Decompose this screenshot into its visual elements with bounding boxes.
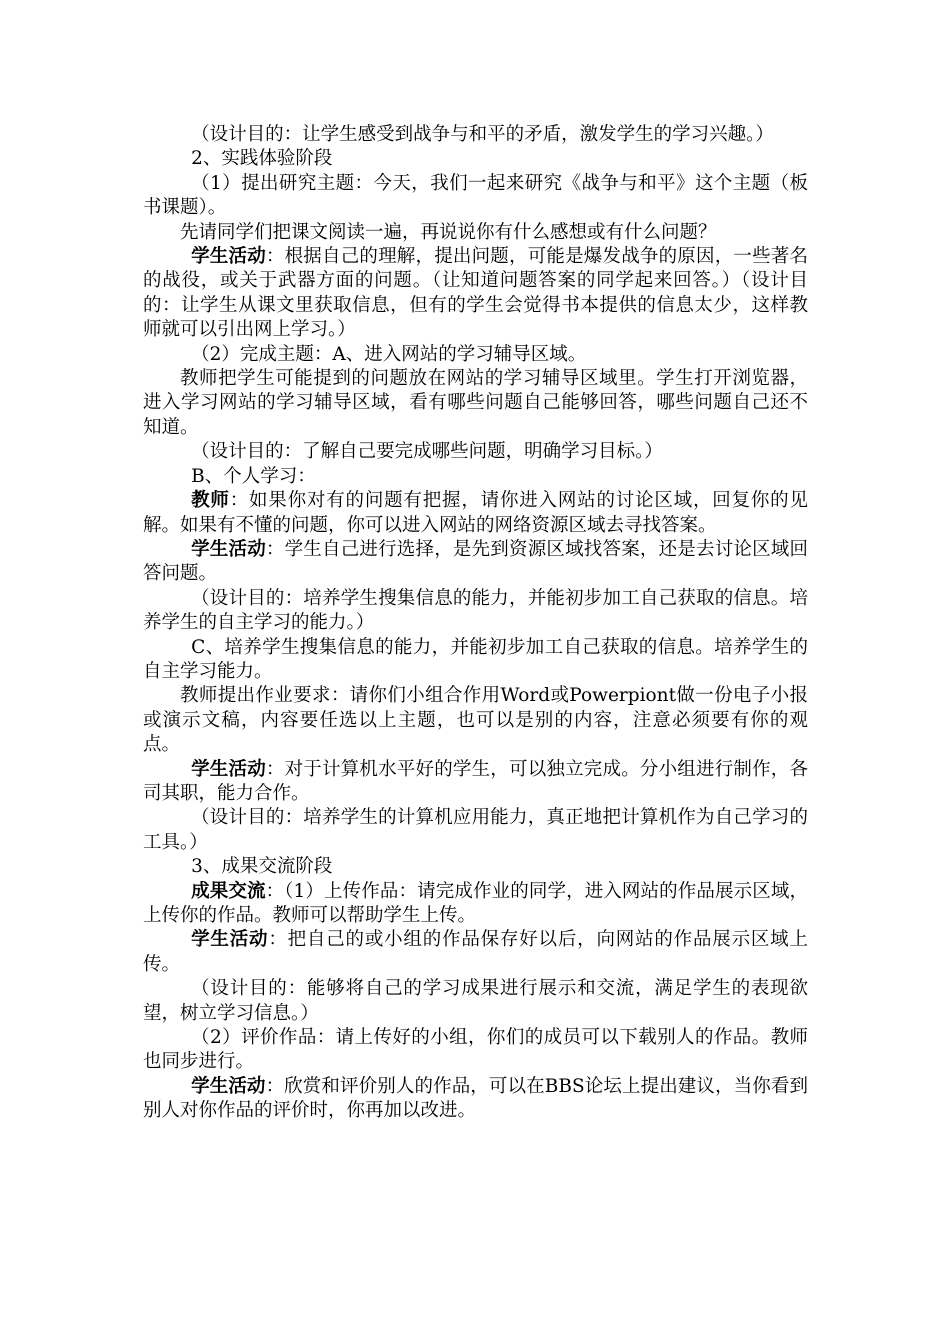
bold-lead: 成果交流 [191, 880, 266, 902]
paragraph-22 [143, 1075, 808, 1124]
paragraph-7 [143, 367, 808, 440]
paragraph-16 [143, 806, 808, 855]
paragraph-text: ：根据自己的理解，提出问题，可能是爆发战争的原因，一些著名的战役，或关于武器方面的问题。（让知道问题答案的同学起来回答。）（设计目的：让学生从课文里获取信息，但有的学生会觉得书本提供的信息太少，这样教师就可以引出网上学习。） [143, 246, 808, 341]
paragraph-15 [143, 758, 808, 807]
paragraph-13 [143, 636, 808, 685]
paragraph-9 [143, 465, 808, 489]
paragraph-text: （设计目的：了解自己要完成哪些问题，明确学习目标。） [191, 441, 663, 463]
paragraph-text: C、培养学生搜集信息的能力，并能初步加工自己获取的信息。培养学生的自主学习能力。 [143, 636, 808, 682]
paragraph-4 [143, 221, 808, 245]
paragraph-text: （2）评价作品：请上传好的小组，你们的成员可以下载别人的作品。教师也同步进行。 [143, 1027, 808, 1073]
paragraph-text: 先请同学们把课文阅读一遍，再说说你有什么感想或有什么问题？ [180, 221, 717, 243]
paragraph-text: ：如果你对有的问题有把握，请你进入网站的讨论区域，回复你的见解。如果有不懂的问题，你可以进入网站的网络资源区域去寻找答案。 [143, 490, 808, 536]
bold-lead: 学生活动 [191, 246, 266, 268]
document-page [143, 123, 808, 1124]
bold-lead: 学生活动 [191, 758, 266, 780]
paragraph-text: ：学生自己进行选择，是先到资源区域找答案，还是去讨论区域回答问题。 [143, 538, 808, 585]
paragraph-text: （设计目的：培养学生的计算机应用能力，真正地把计算机作为自己学习的工具。） [143, 807, 808, 853]
paragraph-text: 教师把学生可能提到的问题放在网站的学习辅导区域里。学生打开浏览器，进入学习网站的学习辅导区域，看有哪些问题自己能够回答，哪些问题自己还不知道。 [143, 368, 808, 438]
bold-lead: 学生活动 [191, 1075, 266, 1097]
paragraph-12 [143, 587, 808, 636]
paragraph-3 [143, 172, 808, 221]
paragraph-17 [143, 855, 808, 879]
bold-lead: 教师 [191, 490, 230, 512]
paragraph-text: （1）提出研究主题：今天，我们一起来研究《战争与和平》这个主题（板书课题）。 [143, 172, 808, 219]
paragraph-14 [143, 684, 808, 757]
paragraph-text: （设计目的：能够将自己的学习成果进行展示和交流，满足学生的表现欲望，树立学习信息。） [143, 978, 808, 1024]
paragraph-text: （2）完成主题：A、进入网站的学习辅导区域。 [191, 343, 587, 365]
paragraph-text: ：把自己的或小组的作品保存好以后，向网站的作品展示区域上传。 [143, 929, 808, 975]
paragraph-text: ：欣赏和评价别人的作品，可以在BBS论坛上提出建议，当你看到别人对你作品的评价时，你再加以改进。 [143, 1075, 808, 1122]
paragraph-text: ：对于计算机水平好的学生，可以独立完成。分小组进行制作，各司其职，能力合作。 [143, 758, 808, 804]
paragraph-text: （设计目的：培养学生搜集信息的能力，并能初步加工自己获取的信息。培养学生的自主学习的能力。） [143, 587, 808, 634]
paragraph-5 [143, 245, 808, 343]
section-heading: 2、实践体验阶段 [191, 148, 333, 170]
paragraph-text: B、个人学习： [191, 465, 316, 487]
paragraph-18 [143, 880, 808, 929]
paragraph-11 [143, 538, 808, 587]
paragraph-21 [143, 1026, 808, 1075]
bold-lead: 学生活动 [191, 929, 269, 951]
paragraph-1 [143, 123, 808, 147]
paragraph-text: 教师提出作业要求：请你们小组合作用Word或Powerpiont做一份电子小报或演示文稿，内容要任选以上主题，也可以是别的内容，注意必须要有你的观点。 [143, 685, 808, 756]
paragraph-6 [143, 343, 808, 367]
paragraph-19 [143, 928, 808, 977]
paragraph-20 [143, 977, 808, 1026]
paragraph-8 [143, 440, 808, 464]
bold-lead: 学生活动 [191, 538, 266, 560]
paragraph-text: （设计目的：让学生感受到战争与和平的矛盾，激发学生的学习兴趣。） [191, 124, 774, 145]
paragraph-10 [143, 489, 808, 538]
section-heading: 3、成果交流阶段 [191, 856, 333, 878]
paragraph-text: ：（1）上传作品：请完成作业的同学，进入网站的作品展示区域，上传你的作品。教师可以帮助学生上传。 [143, 880, 808, 926]
paragraph-2 [143, 147, 808, 171]
